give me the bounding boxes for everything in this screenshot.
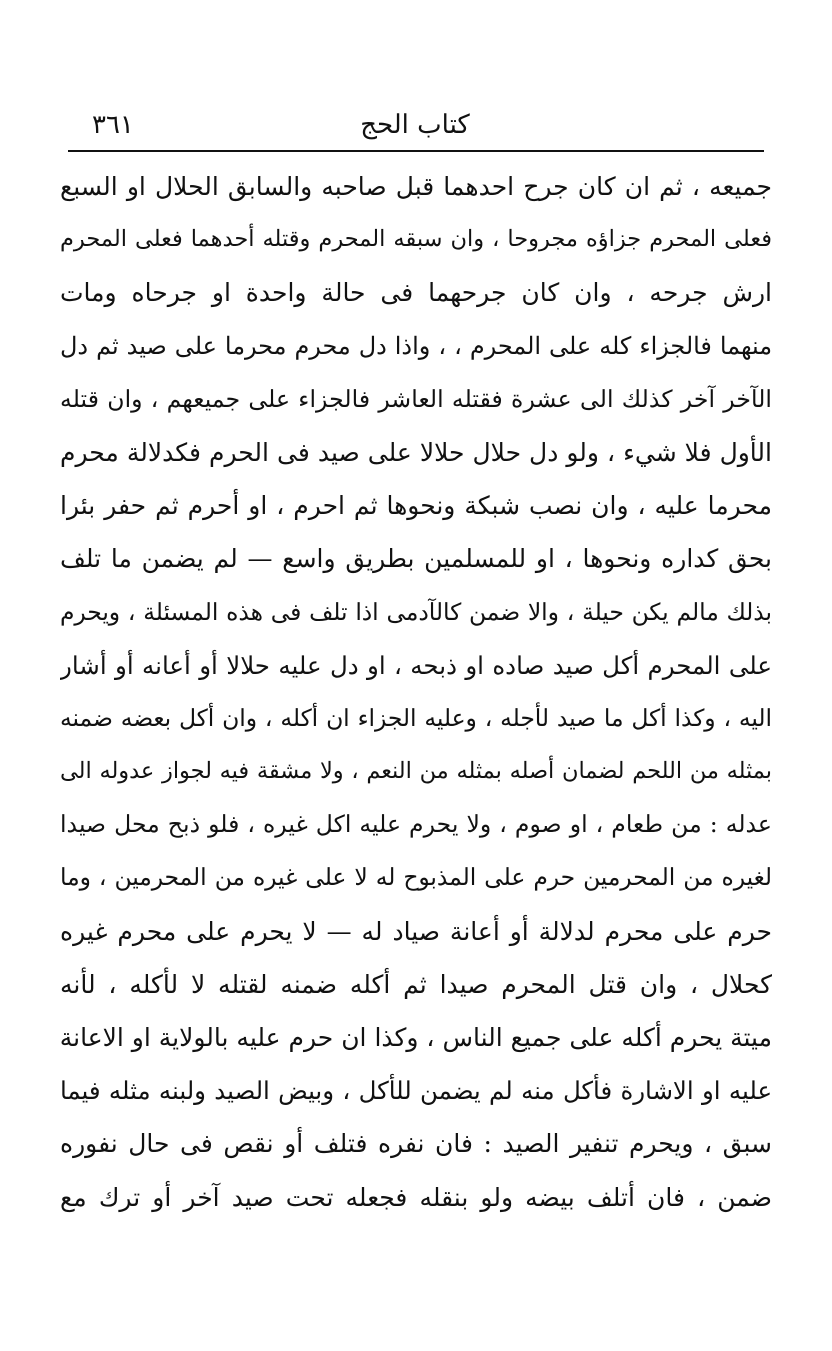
text-line: ارش جرحه ، وان كان جرحهما فى حالة واحدة او جرحاه ومات: [60, 278, 772, 308]
text-line: اليه ، وكذا أكل ما صيد لأجله ، وعليه الجزاء ان أكله ، وان أكل بعضه ضمنه: [60, 704, 772, 732]
text-line: الأول فلا شيء ، ولو دل حلال حلالا على صيد فى الحرم فكدلالة محرم: [60, 437, 772, 467]
text-line: عدله : من طعام ، او صوم ، ولا يحرم عليه اكل غيره ، فلو ذبح محل صيدا: [60, 810, 772, 839]
header-rule: [68, 150, 764, 152]
running-header: [70, 104, 760, 148]
text-line: محرما عليه ، وان نصب شبكة ونحوها ثم احرم ، او أحرم ثم حفر بئرا: [60, 491, 772, 521]
text-line: حرم على محرم لدلالة أو أعانة صياد له — لا يحرم على محرم غيره: [60, 916, 772, 946]
text-line: على المحرم أكل صيد صاده او ذبحه ، او دل عليه حلالا أو أعانه أو أشار: [60, 650, 772, 680]
text-line: الآخر آخر كذلك الى عشرة فقتله العاشر فالجزاء على جميعهم ، وان قتله: [60, 384, 772, 413]
text-line: بحق كداره ونحوها ، او للمسلمين بطريق واسع — لم يضمن ما تلف: [60, 544, 772, 574]
chapter-title: كتاب الحج: [360, 110, 470, 140]
text-line: فعلى المحرم جزاؤه مجروحا ، وان سبقه المحرم وقتله أحدهما فعلى المحرم: [60, 226, 772, 253]
text-line: لغيره من المحرمين حرم على المذبوح له لا على غيره من المحرمين ، وما: [60, 864, 772, 892]
text-line: كحلال ، وان قتل المحرم صيدا ثم أكله ضمنه لقتله لا لأكله ، لأنه: [60, 969, 772, 999]
text-line: عليه او الاشارة فأكل منه لم يضمن للأكل ، وبيض الصيد ولبنه مثله فيما: [60, 1076, 772, 1106]
text-line: بذلك مالم يكن حيلة ، والا ضمن كالآدمى اذا تلف فى هذه المسئلة ، ويحرم: [60, 598, 772, 626]
text-line: جميعه ، ثم ان كان جرح احدهما قبل صاحبه والسابق الحلال او السبع: [60, 172, 772, 201]
text-line: منهما فالجزاء كله على المحرم ، ، واذا دل محرم محرما على صيد ثم دل: [60, 331, 772, 360]
text-line: ضمن ، فان أتلف بيضه ولو بنقله فجعله تحت صيد آخر أو ترك مع: [60, 1182, 772, 1212]
page-number: ٣٦١: [92, 110, 134, 140]
text-line: ميتة يحرم أكله على جميع الناس ، وكذا ان حرم عليه بالولاية او الاعانة: [60, 1023, 772, 1052]
body-text: [60, 160, 772, 1224]
text-line: سبق ، ويحرم تنفير الصيد : فان نفره فتلف أو نقص فى حال نفوره: [60, 1129, 772, 1159]
text-line: بمثله من اللحم لضمان أصله بمثله من النعم ، ولا مشقة فيه لجواز عدوله الى: [60, 758, 772, 785]
